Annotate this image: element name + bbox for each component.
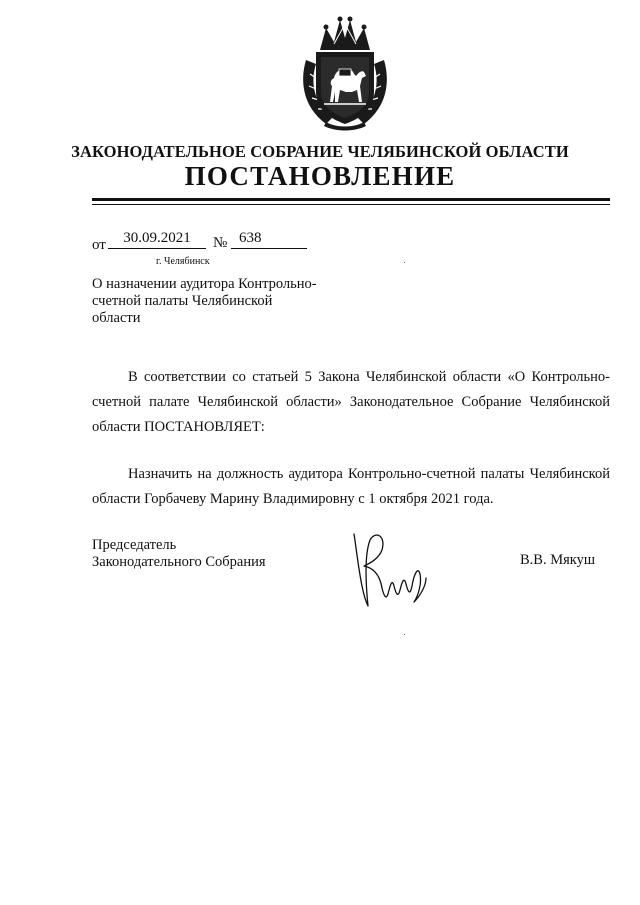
handwritten-signature — [346, 526, 434, 614]
body-paragraph-2: Назначить на должность аудитора Контрольно-счетной палаты Челябинской области Горбачеву Марину Владимировну с 1 октября 2021 года. — [92, 466, 610, 507]
organization-name: ЗАКОНОДАТЕЛЬНОЕ СОБРАНИЕ ЧЕЛЯБИНСКОЙ ОБЛАСТИ — [71, 142, 569, 161]
header-divider-thick — [92, 198, 610, 201]
signatory-title: Председатель Законодательного Собрания — [92, 537, 266, 570]
signatory-name: В.В. Мякуш — [520, 552, 596, 568]
scan-speck — [404, 634, 405, 635]
number-prefix: № — [213, 235, 228, 251]
body-paragraph-1: В соответствии со статьей 5 Закона Челябинской области «О Контрольно-счетной палате Челябинской области» Законодательное Собрание Челябинской области ПОСТАНОВЛЯЕТ: — [92, 369, 610, 435]
document-number: 638 — [231, 230, 307, 249]
document-city: г. Челябинск — [156, 256, 210, 267]
document-type-title: ПОСТАНОВЛЕНИЕ — [184, 161, 456, 191]
date-prefix: от — [92, 237, 106, 253]
coat-of-arms-icon — [296, 14, 394, 132]
scan-speck — [404, 262, 405, 263]
document-date: 30.09.2021 — [108, 230, 206, 249]
header-divider-thin — [92, 204, 610, 205]
document-subject: О назначении аудитора Контрольно-счетной палаты Челябинской области — [92, 276, 317, 326]
